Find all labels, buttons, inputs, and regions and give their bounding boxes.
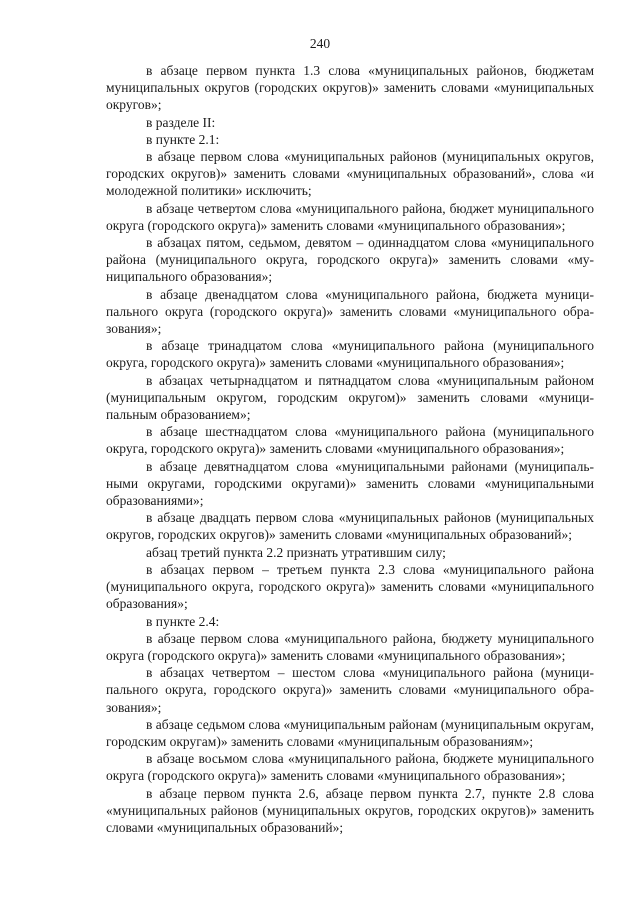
paragraph: в абзацах четвертом – шестом слова «муниципального района (муниципального округа, городского округа)» заменить словами «муниципального образования»; xyxy=(106,665,594,715)
paragraph: в абзаце первом слова «муниципального района, бюджету муниципального округа (городского округа)» заменить словами «муниципального образования»; xyxy=(106,630,594,663)
paragraph: в абзацах первом – третьем пункта 2.3 слова «муниципального района (муниципального округа, городского округа)» заменить словами «муниципального образования»; xyxy=(106,561,594,612)
paragraph: в абзаце двадцать первом слова «муниципальных районов (муниципальных округов, городских округов)» заменить словами «муниципальных образований»; xyxy=(106,510,594,543)
paragraph: в разделе II: xyxy=(146,114,216,130)
paragraph: в абзаце четвертом слова «муниципального района, бюджет муниципального округа (городского округа)» заменить словами «муниципального образования»; xyxy=(106,200,594,233)
paragraph: в абзаце шестнадцатом слова «муниципального района (муниципального округа, городского округа)» заменить словами «муниципального образования»; xyxy=(106,424,594,457)
paragraph: в абзаце первом пункта 2.6, абзаце первом пункта 2.7, пункте 2.8 слова «муниципальных районов (муниципальных округов, городских округов)» заменить словами «муниципальных образований»; xyxy=(106,785,594,835)
paragraph: в абзаце первом слова «муниципальных районов (муниципальных округов, городских округов)» заменить словами «муниципальных образований», слова «и молодежной политики» исключить; xyxy=(106,149,594,199)
paragraph: в абзаце двенадцатом слова «муниципального района, бюджета муниципального округа (городского округа)» заменить словами «муниципального образования»; xyxy=(106,286,594,337)
paragraph: в пункте 2.1: xyxy=(146,131,220,147)
paragraph: абзац третий пункта 2.2 признать утратившим силу; xyxy=(146,544,446,560)
page-number: 240 xyxy=(309,36,331,51)
document-body xyxy=(106,62,594,836)
paragraph: в абзаце тринадцатом слова «муниципального района (муниципального округа, городского округа)» заменить словами «муниципального образования»; xyxy=(106,338,594,371)
paragraph: в абзаце восьмом слова «муниципального района, бюджете муниципального округа (городского округа)» заменить словами «муниципального образования»; xyxy=(106,751,594,784)
paragraph: в абзаце первом пункта 1.3 слова «муниципальных районов, бюджетам муниципальных округов (городских округов)» заменить словами «муниципальных округов»; xyxy=(106,63,594,113)
paragraph: в абзаце девятнадцатом слова «муниципальными районами (муниципальными округами, городскими округами)» заменить словами «муниципальными образованиями»; xyxy=(106,458,594,509)
paragraph: в абзацах пятом, седьмом, девятом – одиннадцатом слова «муниципального района (муниципального округа, городского округа)» заменить словами «муниципального образования»; xyxy=(106,235,594,285)
paragraph: в абзацах четырнадцатом и пятнадцатом слова «муниципальным районом (муниципальным округом, городским округом)» заменить словами «муниципальным образованием»; xyxy=(106,372,594,423)
paragraph: в пункте 2.4: xyxy=(146,613,220,629)
paragraph: в абзаце седьмом слова «муниципальным районам (муниципальным округам, городским округам)» заменить словами «муниципальным образованиям»; xyxy=(106,716,594,749)
